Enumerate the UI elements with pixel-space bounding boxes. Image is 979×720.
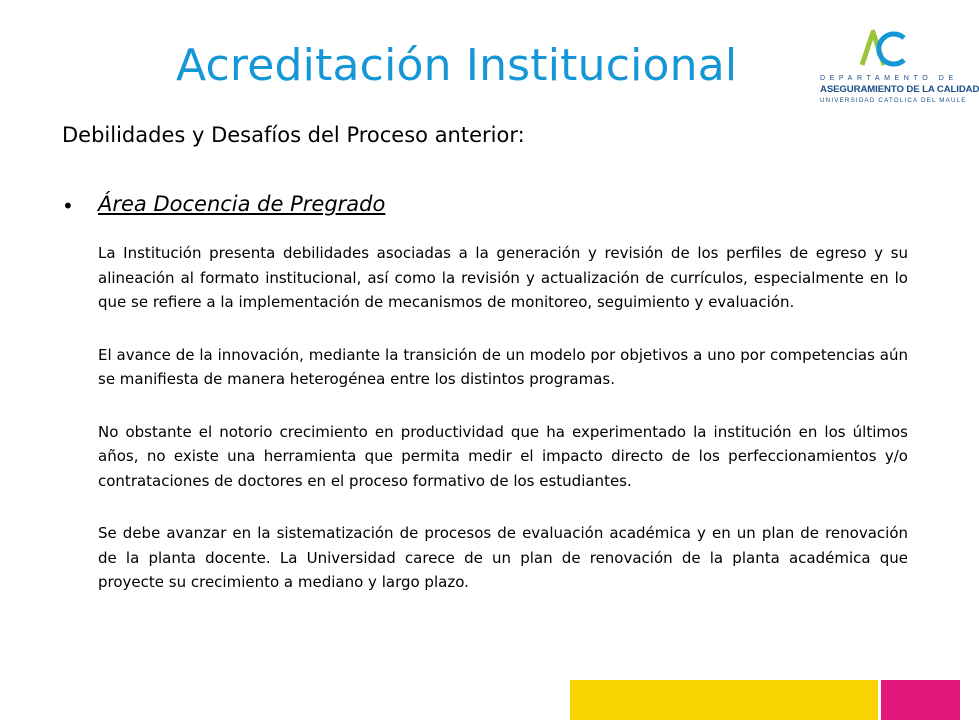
paragraph-productividad: No obstante el notorio crecimiento en productividad que ha experimentado la institución en los últimos años, no existe una herramienta que permita medir el impacto directo de los perfeccionamientos y/o contrataciones de doctores en el proceso formativo de los estudiantes. xyxy=(98,422,908,490)
bullet-marker: • xyxy=(62,194,74,218)
department-logo xyxy=(818,30,979,110)
paragraph-innovacion: El avance de la innovación, mediante la transición de un modelo por objetivos a uno por competencias aún se manifiesta de manera heterogénea entre los distintos programas. xyxy=(98,345,908,388)
ac-logo-icon xyxy=(860,30,906,66)
paragraph-planta-docente: Se debe avanzar en la sistematización de procesos de evaluación académica y en un plan de renovación de la planta docente. La Universidad carece de un plan de renovación de la planta académica que proyecte su crecimiento a mediano y largo plazo. xyxy=(98,524,908,591)
slide-subtitle: Debilidades y Desafíos del Proceso anterior: xyxy=(62,123,525,147)
logo-department-text: DEPARTAMENTO DE xyxy=(820,75,958,82)
paragraph-perfiles-egreso: La Institución presenta debilidades asociadas a la generación y revisión de los perfiles de egreso y su alineación al formato institucional, así como la revisión y actualización de currículos, especialmente en lo que se refiere a la implementación de mecanismos de monitoreo, seguimiento y evaluación. xyxy=(98,244,908,311)
footer-yellow-bar xyxy=(570,680,878,720)
area-heading: Área Docencia de Pregrado xyxy=(98,192,386,216)
body-text xyxy=(98,241,908,623)
footer-pink-bar xyxy=(881,680,960,720)
logo-unit-text: ASEGURAMIENTO DE LA CALIDAD xyxy=(820,84,979,95)
slide-title: Acreditación Institucional xyxy=(176,40,738,91)
logo-university-text: UNIVERSIDAD CATOLICA DEL MAULE xyxy=(820,97,967,104)
